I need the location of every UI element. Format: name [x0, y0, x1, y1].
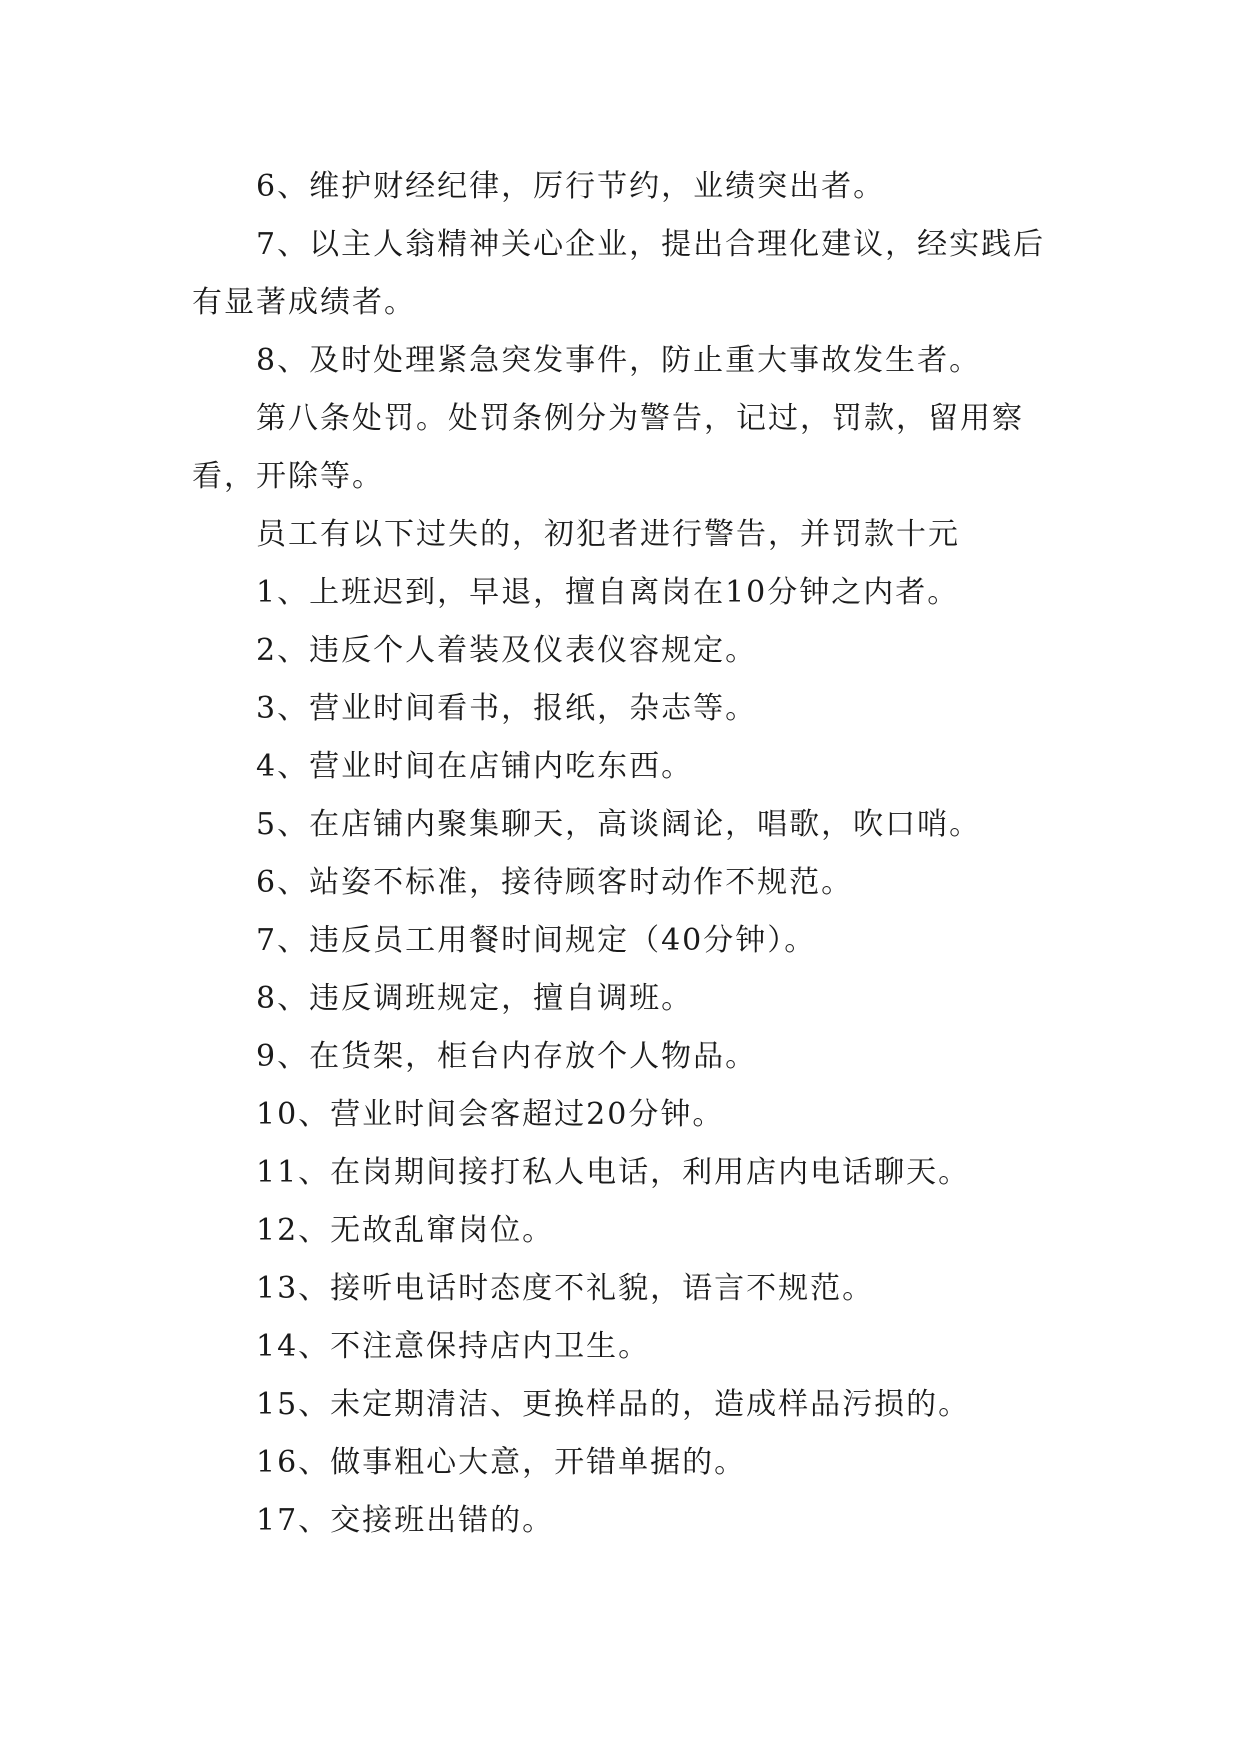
list-item-10: 10、营业时间会客超过20分钟。 [256, 1097, 725, 1132]
paragraph-reward-8: 8、及时处理紧急突发事件，防止重大事故发生者。 [256, 343, 982, 378]
list-item-2: 2、违反个人着装及仪表仪容规定。 [256, 633, 758, 668]
list-item-4: 4、营业时间在店铺内吃东西。 [256, 749, 694, 784]
list-item-9: 9、在货架，柜台内存放个人物品。 [256, 1039, 758, 1074]
paragraph-article-8: 第八条处罚。处罚条例分为警告，记过，罚款，留用察看，开除等。 [192, 401, 1024, 494]
list-item-11: 11、在岗期间接打私人电话，利用店内电话聊天。 [256, 1155, 971, 1190]
list-item-6: 6、站姿不标准，接待顾客时动作不规范。 [256, 865, 854, 900]
list-item-14: 14、不注意保持店内卫生。 [256, 1329, 651, 1364]
paragraph-warning-intro: 员工有以下过失的，初犯者进行警告，并罚款十元 [256, 517, 960, 552]
list-item-7: 7、违反员工用餐时间规定（40分钟）。 [256, 923, 817, 958]
paragraph-reward-7: 7、以主人翁精神关心企业，提出合理化建议，经实践后有显著成绩者。 [192, 227, 1046, 320]
list-item-16: 16、做事粗心大意，开错单据的。 [256, 1445, 747, 1480]
list-item-12: 12、无故乱窜岗位。 [256, 1213, 555, 1248]
list-item-1: 1、上班迟到，早退，擅自离岗在10分钟之内者。 [256, 575, 960, 610]
paragraph-reward-6: 6、维护财经纪律，厉行节约，业绩突出者。 [256, 169, 886, 204]
list-item-15: 15、未定期清洁、更换样品的，造成样品污损的。 [256, 1387, 971, 1422]
list-item-13: 13、接听电话时态度不礼貌，语言不规范。 [256, 1271, 875, 1306]
list-item-3: 3、营业时间看书，报纸，杂志等。 [256, 691, 758, 726]
list-item-8: 8、违反调班规定，擅自调班。 [256, 981, 694, 1016]
list-item-5: 5、在店铺内聚集聊天，高谈阔论，唱歌，吹口哨。 [256, 807, 982, 842]
list-item-17: 17、交接班出错的。 [256, 1503, 555, 1538]
document-body [192, 158, 1052, 1550]
